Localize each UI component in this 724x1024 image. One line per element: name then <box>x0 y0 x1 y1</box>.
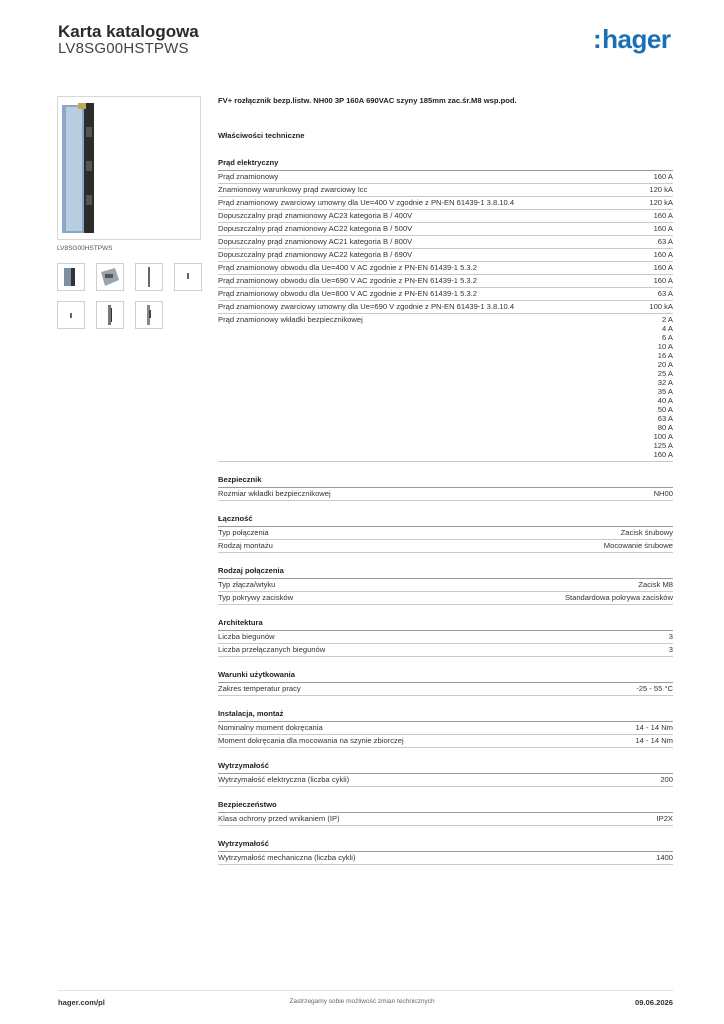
spec-row <box>218 540 673 553</box>
spec-group-title: Architektura <box>218 617 673 631</box>
spec-label: Prąd znamionowy obwodu dla Ue=800 V AC zgodnie z PN-EN 61439-1 5.3.2 <box>218 289 477 298</box>
spec-row <box>218 813 673 826</box>
spec-group-title: Prąd elektryczny <box>218 157 673 171</box>
spec-value: 63 A <box>657 289 673 298</box>
spec-value: 120 kA <box>649 185 673 194</box>
group-spacer <box>218 787 673 799</box>
spec-row <box>218 197 673 210</box>
group-spacer <box>218 826 673 838</box>
spec-value: Standardowa pokrywa zacisków <box>564 593 673 602</box>
group-spacer <box>218 553 673 565</box>
page-title: Karta katalogowa <box>58 22 199 41</box>
spec-label: Typ pokrywy zacisków <box>218 593 294 602</box>
section-title: Właściwości techniczne <box>218 131 305 140</box>
spec-row <box>218 488 673 501</box>
spec-value: 160 A <box>653 276 673 285</box>
spec-value: 14 - 14 Nm <box>635 723 673 732</box>
thumbnail-4[interactable] <box>174 263 202 291</box>
spec-label: Wytrzymałość mechaniczna (liczba cykli) <box>218 853 356 862</box>
spec-group-title: Rodzaj połączenia <box>218 565 673 579</box>
spec-value: 200 <box>660 775 673 784</box>
thumbnail-2[interactable] <box>96 263 124 291</box>
spec-row <box>218 223 673 236</box>
product-main-image <box>57 96 201 240</box>
spec-row <box>218 236 673 249</box>
spec-group-title: Instalacja, montaż <box>218 708 673 722</box>
spec-value: 120 kA <box>649 198 673 207</box>
thumbnail-7[interactable] <box>135 301 163 329</box>
spec-row <box>218 527 673 540</box>
spec-label: Prąd znamionowy <box>218 172 279 181</box>
spec-row <box>218 210 673 223</box>
spec-value: 160 A <box>653 172 673 181</box>
spec-value: Zacisk śrubowy <box>620 528 673 537</box>
spec-value: Mocowanie śrubowe <box>603 541 673 550</box>
spec-value: 63 A <box>657 237 673 246</box>
footer-date: 09.06.2026 <box>634 998 673 1007</box>
spec-group-title: Bezpiecznik <box>218 474 673 488</box>
spec-group-title: Wytrzymałość <box>218 760 673 774</box>
spec-label: Nominalny moment dokręcania <box>218 723 323 732</box>
spec-label: Dopuszczalny prąd znamionowy AC23 kategoria B / 400V <box>218 211 413 220</box>
spec-value: 3 <box>668 645 673 654</box>
spec-label: Wytrzymałość elektryczna (liczba cykli) <box>218 775 350 784</box>
spec-row <box>218 314 673 462</box>
spec-label: Liczba przełączanych biegunów <box>218 645 326 654</box>
spec-row <box>218 171 673 184</box>
spec-row <box>218 735 673 748</box>
spec-value: IP2X <box>656 814 673 823</box>
product-code: LV8SG00HSTPWS <box>58 40 189 57</box>
spec-row <box>218 184 673 197</box>
spec-row <box>218 592 673 605</box>
group-spacer <box>218 657 673 669</box>
spec-row <box>218 262 673 275</box>
spec-value: Zacisk M8 <box>638 580 673 589</box>
spec-value: NH00 <box>653 489 673 498</box>
thumbnail-1[interactable] <box>57 263 85 291</box>
group-spacer <box>218 501 673 513</box>
hager-logo[interactable]: :hager <box>593 24 671 54</box>
footer-website[interactable]: hager.com/pl <box>58 998 105 1007</box>
image-caption: LV8SG00HSTPWS <box>57 245 113 252</box>
group-spacer <box>218 748 673 760</box>
spec-label: Dopuszczalny prąd znamionowy AC21 kategoria B / 800V <box>218 237 413 246</box>
spec-label: Prąd znamionowy wkładki bezpiecznikowej <box>218 315 363 324</box>
footer-disclaimer: Zastrzegamy sobie możliwość zmian technicznych <box>289 998 435 1005</box>
spec-label: Moment dokręcania dla mocowania na szynie zbiorczej <box>218 736 404 745</box>
spec-label: Dopuszczalny prąd znamionowy AC22 kategoria B / 690V <box>218 250 413 259</box>
group-spacer <box>218 605 673 617</box>
spec-label: Prąd znamionowy obwodu dla Ue=400 V AC zgodnie z PN-EN 61439-1 5.3.2 <box>218 263 477 272</box>
spec-value: -25 - 55 °C <box>636 684 673 693</box>
spec-value: 160 A <box>653 250 673 259</box>
spec-row <box>218 683 673 696</box>
spec-label: Liczba biegunów <box>218 632 275 641</box>
spec-row <box>218 852 673 865</box>
footer-divider <box>58 990 673 991</box>
spec-label: Rodzaj montażu <box>218 541 273 550</box>
group-spacer <box>218 462 673 474</box>
spec-label: Typ złącza/wtyku <box>218 580 276 589</box>
spec-label: Rozmiar wkładki bezpiecznikowej <box>218 489 331 498</box>
spec-row <box>218 722 673 735</box>
spec-label: Zakres temperatur pracy <box>218 684 301 693</box>
spec-label: Typ połączenia <box>218 528 269 537</box>
spec-group-title: Bezpieczeństwo <box>218 799 673 813</box>
spec-label: Klasa ochrony przed wnikaniem (IP) <box>218 814 340 823</box>
spec-value: 160 A <box>653 211 673 220</box>
spec-group-title: Warunki użytkowania <box>218 669 673 683</box>
spec-value: 1400 <box>656 853 673 862</box>
logo-text: hager <box>602 24 671 54</box>
spec-row <box>218 579 673 592</box>
thumbnail-6[interactable] <box>96 301 124 329</box>
spec-group-title: Łączność <box>218 513 673 527</box>
spec-row <box>218 301 673 314</box>
spec-row <box>218 774 673 787</box>
spec-row <box>218 275 673 288</box>
spec-value: 160 A <box>653 263 673 272</box>
spec-label: Znamionowy warunkowy prąd zwarciowy Icc <box>218 185 368 194</box>
spec-row <box>218 644 673 657</box>
spec-value: 160 A <box>653 224 673 233</box>
spec-row <box>218 631 673 644</box>
spec-label: Dopuszczalny prąd znamionowy AC22 kategoria B / 500V <box>218 224 413 233</box>
product-title: FV+ rozłącznik bezp.listw. NH00 3P 160A 690VAC szyny 185mm zac.śr.M8 wsp.pod. <box>218 96 517 105</box>
spec-value: 2 A 4 A 6 A 10 A 16 A 20 A 25 A 32 A 35 A 40 A 50 A 63 A 80 A 100 A 125 A 160 A <box>653 315 673 459</box>
spec-group-title: Wytrzymałość <box>218 838 673 852</box>
thumbnail-3[interactable] <box>135 263 163 291</box>
spec-value: 100 kA <box>649 302 673 311</box>
group-spacer <box>218 696 673 708</box>
spec-label: Prąd znamionowy obwodu dla Ue=690 V AC zgodnie z PN-EN 61439-1 5.3.2 <box>218 276 477 285</box>
spec-row <box>218 288 673 301</box>
spec-row <box>218 249 673 262</box>
spec-label: Prąd znamionowy zwarciowy umowny dla Ue=690 V zgodnie z PN-EN 61439-1 3.8.10.4 <box>218 302 515 311</box>
specs-table <box>218 157 673 865</box>
thumbnail-5[interactable] <box>57 301 85 329</box>
spec-value: 3 <box>668 632 673 641</box>
spec-value: 14 - 14 Nm <box>635 736 673 745</box>
spec-label: Prąd znamionowy zwarciowy umowny dla Ue=400 V zgodnie z PN-EN 61439-1 3.8.10.4 <box>218 198 515 207</box>
